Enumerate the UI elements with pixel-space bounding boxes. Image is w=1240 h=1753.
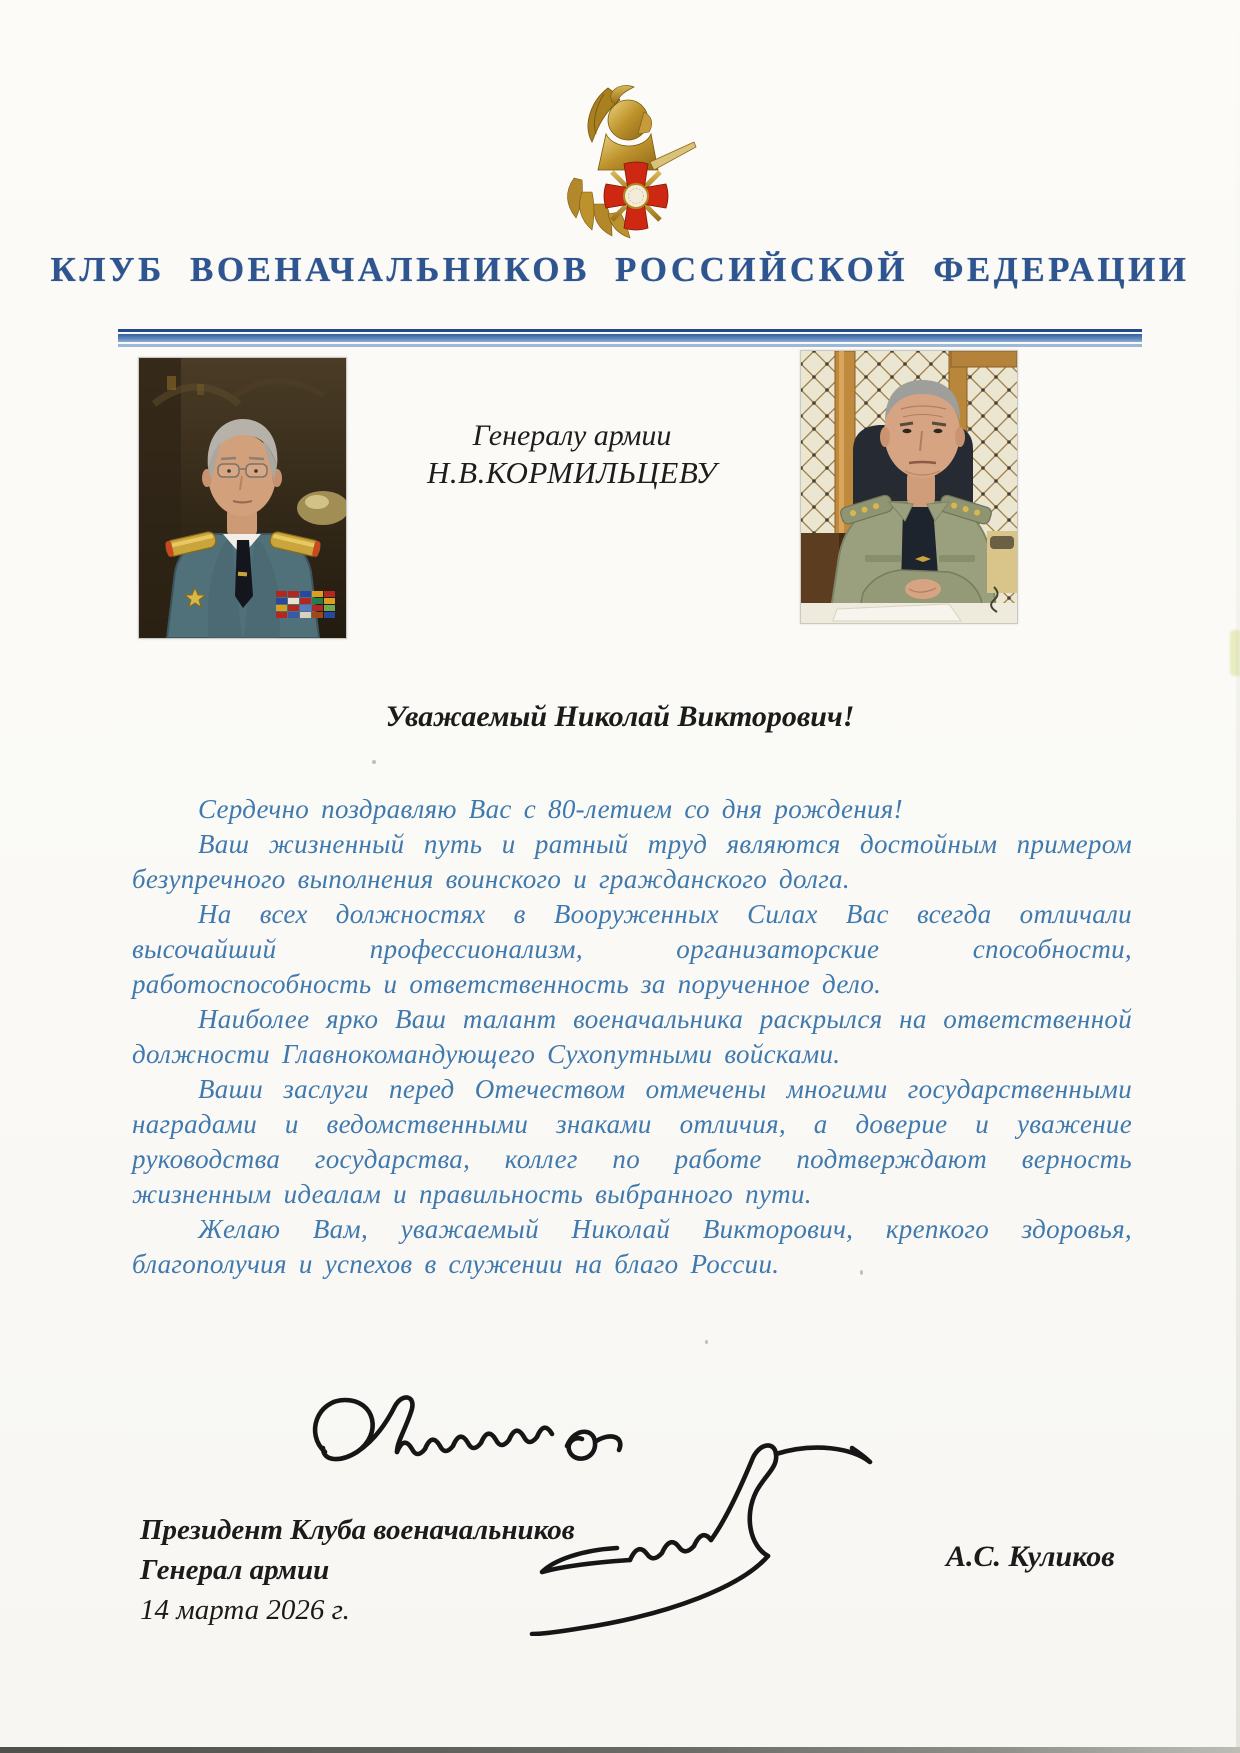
scan-bottom-edge — [0, 1747, 1240, 1753]
body-paragraph: Ваши заслуги перед Отечеством отмечены многими государственными наградами и ведомственными знаками отличия, а доверие и уважение руководства государства, коллег по работе подтверждают верность жизненным идеалам и правильность выбранного пути. — [132, 1074, 1132, 1209]
salutation: Уважаемый Николай Викторович! — [385, 700, 855, 733]
photo-left-general — [138, 357, 347, 639]
scan-speck — [372, 760, 376, 764]
photo-right-general — [800, 350, 1018, 624]
scan-right-edge-shade — [1236, 0, 1240, 1753]
body-paragraph: На всех должностях в Вооруженных Силах Вас всегда отличали высочайший профессионализм, организаторские способности, работоспособность и ответственность за порученное дело. — [132, 899, 1132, 999]
signature-2-icon — [522, 1428, 877, 1636]
addressee-block — [372, 418, 772, 492]
signoff-title-1: Президент Клуба военачальников — [140, 1514, 575, 1546]
letter-body — [132, 792, 1132, 1282]
body-paragraph: Сердечно поздравляю Вас с 80-летием со дня рождения! — [198, 794, 903, 824]
signoff-title-2: Генерал армии — [140, 1554, 330, 1586]
scan-speck — [705, 1340, 708, 1344]
body-paragraph: Наиболее ярко Ваш талант военачальника раскрылся на ответственной должности Главнокомандующего Сухопутными войсками. — [132, 1004, 1132, 1069]
header-divider — [118, 329, 1142, 347]
club-emblem-icon — [552, 80, 702, 245]
addressee-rank: Генералу армии — [472, 419, 672, 452]
body-paragraph: Желаю Вам, уважаемый Николай Викторович, крепкого здоровья, благополучия и успехов в служении на благо России. — [132, 1214, 1132, 1279]
addressee-name: Н.В.КОРМИЛЬЦЕВУ — [427, 455, 717, 490]
signoff-date: 14 марта 2026 г. — [140, 1594, 350, 1626]
signer-name: А.С. Куликов — [946, 1540, 1115, 1573]
body-paragraph: Ваш жизненный путь и ратный труд являются достойным примером безупречного выполнения воинского и гражданского долга. — [132, 829, 1132, 894]
scan-speck — [860, 1270, 863, 1275]
organization-name: КЛУБ ВОЕНАЧАЛЬНИКОВ РОССИЙСКОЙ ФЕДЕРАЦИИ — [50, 250, 1190, 289]
signoff-block — [140, 1510, 575, 1630]
